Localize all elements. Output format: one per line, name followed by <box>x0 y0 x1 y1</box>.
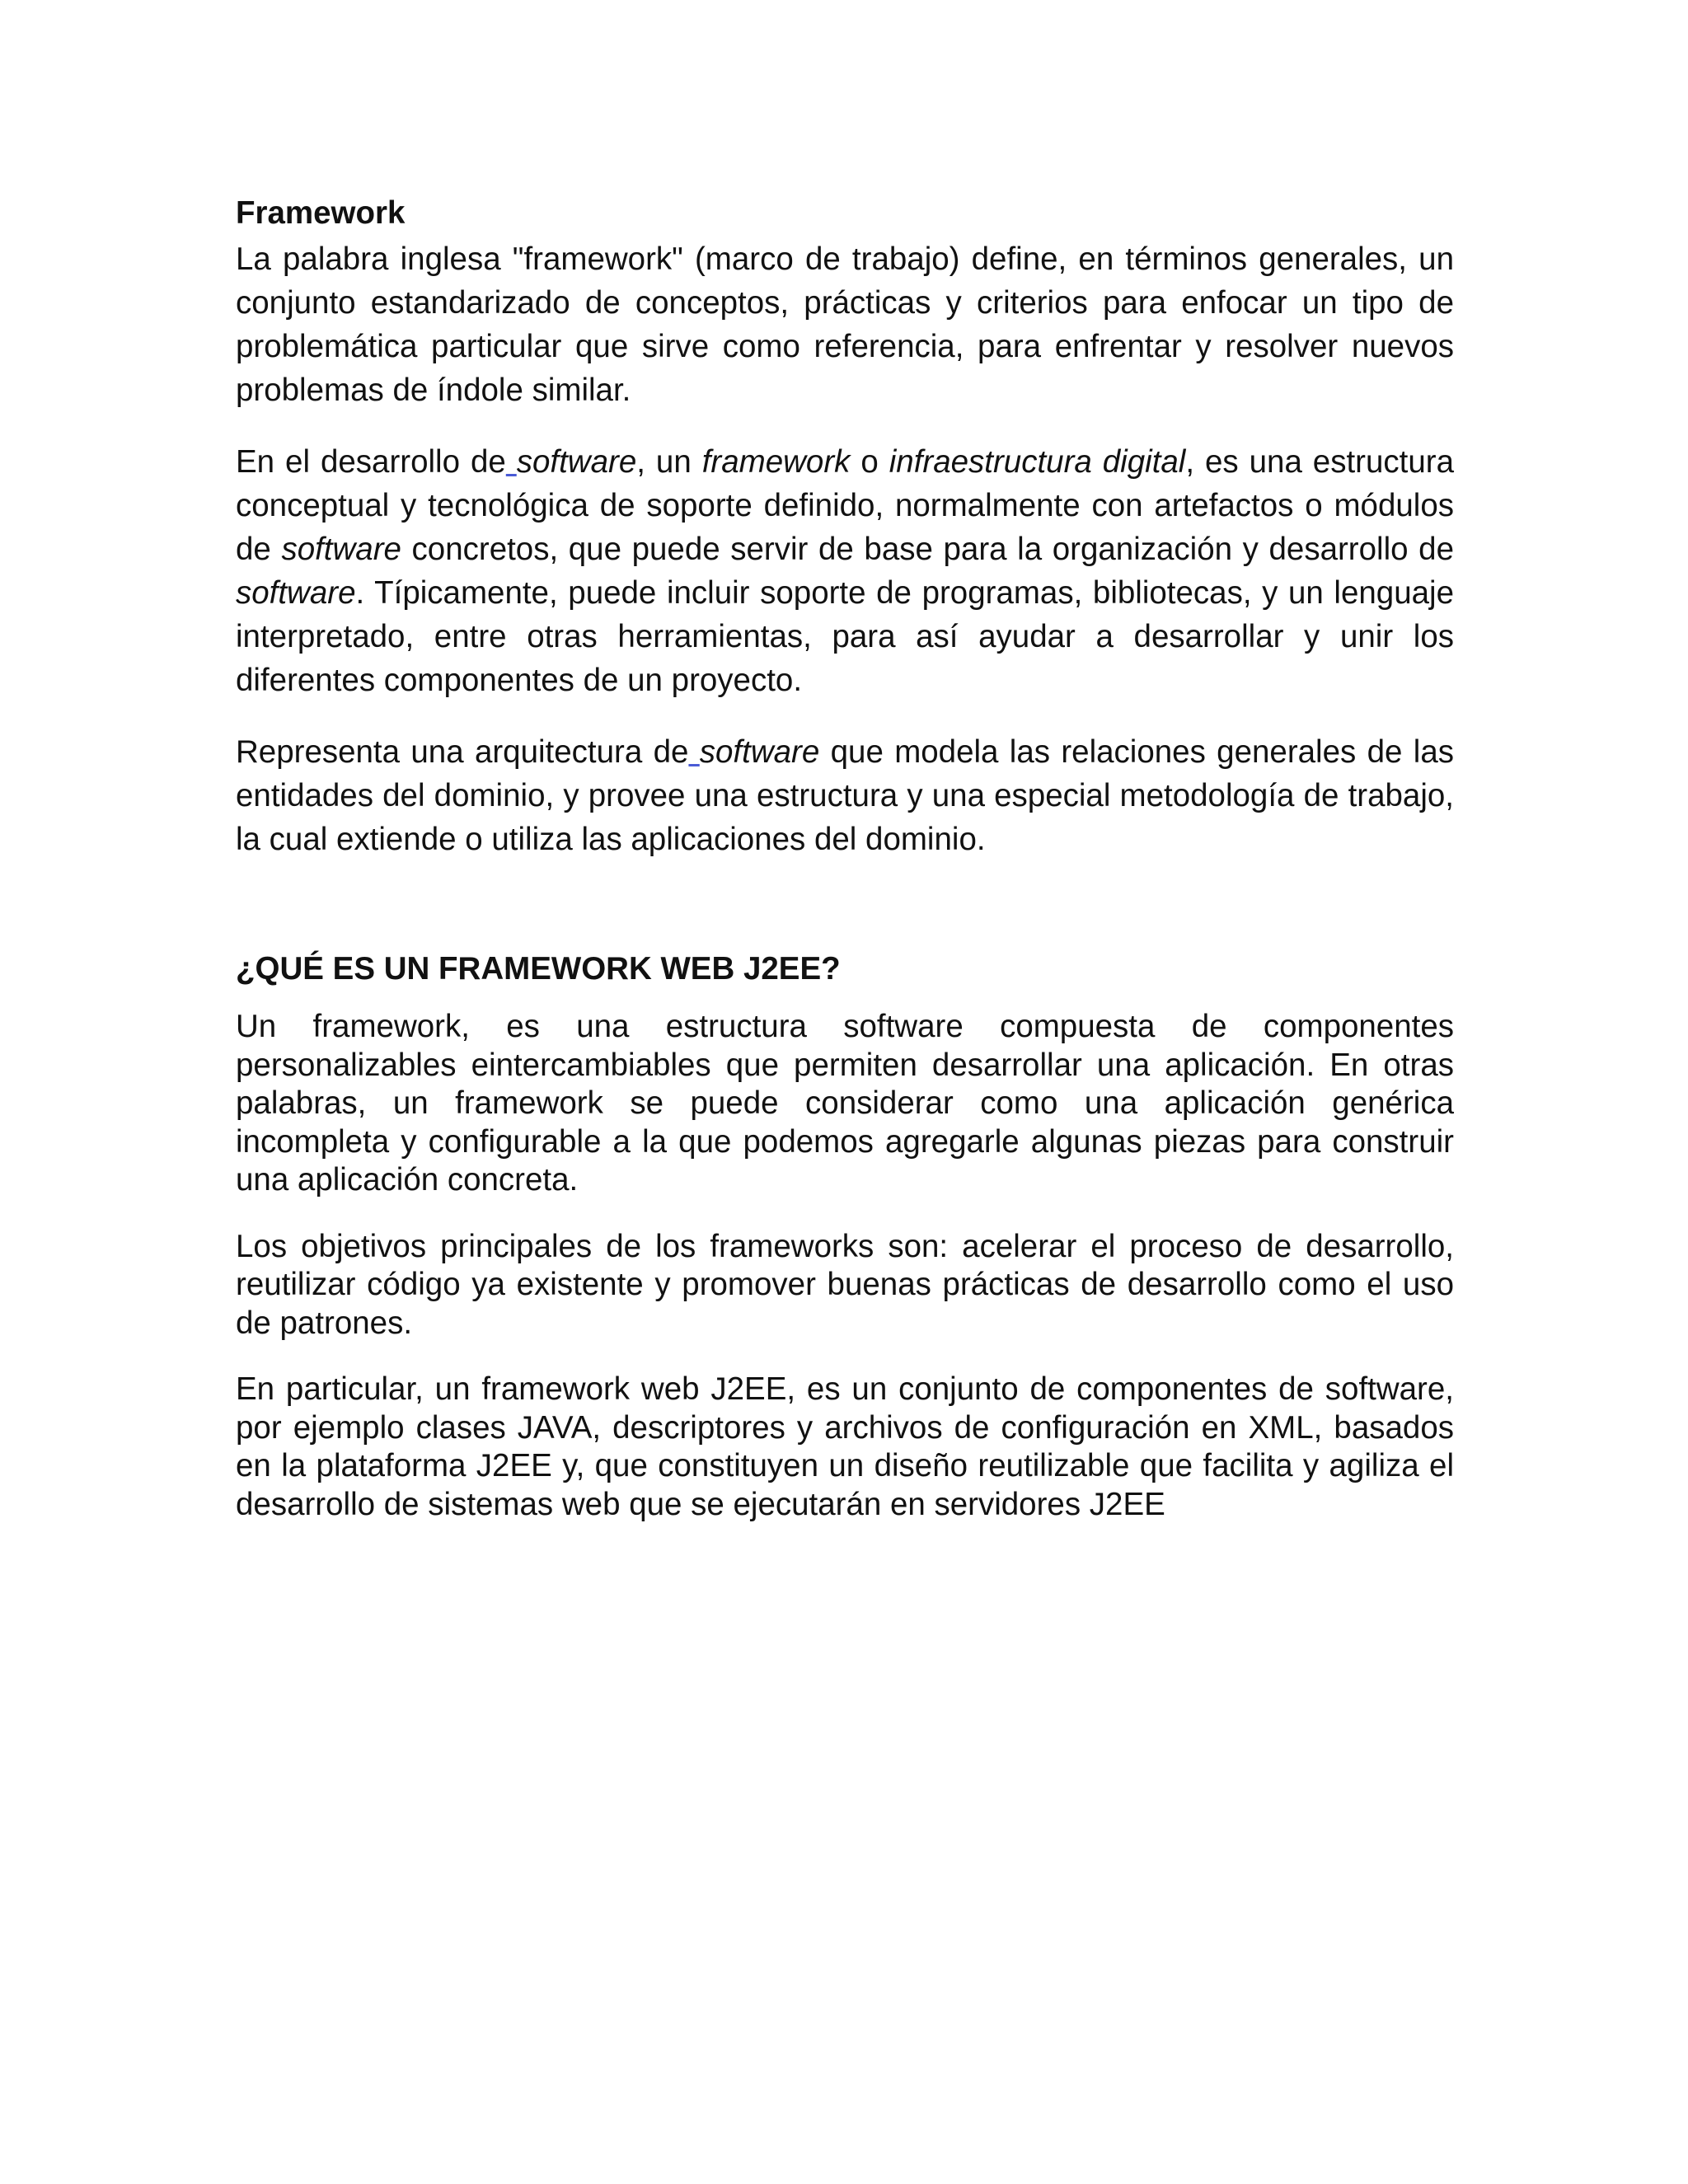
text-run: o <box>850 444 889 480</box>
paragraph-software-development <box>236 440 1454 702</box>
text-run: , es una estructura conceptual y tecnológica de soporte definido, normalmente con artefactos o módulos de <box>236 444 1454 567</box>
text-run-italic: framework <box>701 444 851 480</box>
section-title-j2ee: ¿QUÉ ES UN FRAMEWORK WEB J2EE? <box>236 951 841 987</box>
section-title-framework: Framework <box>236 195 406 231</box>
link-gap[interactable] <box>506 444 517 480</box>
text-run: , un <box>636 444 702 480</box>
text-run-italic: software <box>281 532 401 567</box>
paragraph-definition: La palabra inglesa "framework" (marco de trabajo) define, en términos generales, un conjunto estandarizado de conceptos, prácticas y criterios para enfocar un tipo de problemática particular que sirve como referencia, para enfrentar y resolver nuevos problemas de índole similar. <box>236 241 1454 408</box>
link-gap[interactable] <box>688 734 699 770</box>
paragraph-j2ee-framework: En particular, un framework web J2EE, es un conjunto de componentes de software, por ejemplo clases JAVA, descriptores y archivos de configuración en XML, basados en la plataforma J2EE y, que constituyen un diseño reutilizable que facilita y agiliza el desarrollo de sistemas web que se ejecutarán en servidores J2EE <box>236 1371 1454 1522</box>
text-run: En el desarrollo de <box>236 444 506 480</box>
text-run-italic: software <box>516 444 637 480</box>
text-run: . Típicamente, puede incluir soporte de programas, bibliotecas, y un lenguaje interpretado, entre otras herramientas, para así ayudar a desarrollar y unir los diferentes componentes de un proyecto. <box>236 575 1454 698</box>
text-run: Representa una arquitectura de <box>236 734 689 770</box>
text-run-italic: software <box>236 575 356 611</box>
text-run-italic: infraestructura digital <box>889 444 1186 480</box>
paragraph-framework-structure: Un framework, es una estructura software compuesta de componentes personalizables eintercambiables que permiten desarrollar una aplicación. En otras palabras, un framework se puede considerar como una aplicación genérica incompleta y configurable a la que podemos agregarle algunas piezas para construir una aplicación concreta. <box>236 1009 1454 1197</box>
document-body <box>236 190 1454 1552</box>
text-run: concretos, que puede servir de base para la organización y desarrollo de <box>401 532 1454 567</box>
text-run-italic: software <box>699 734 820 770</box>
text-run: que modela las relaciones generales de las entidades del dominio, y provee una estructura y una especial metodología de trabajo, la cual extiende o utiliza las aplicaciones del dominio. <box>236 734 1454 857</box>
paragraph-architecture <box>236 730 1454 861</box>
paragraph-objectives: Los objetivos principales de los frameworks son: acelerar el proceso de desarrollo, reutilizar código ya existente y promover buenas prácticas de desarrollo como el uso de patrones. <box>236 1228 1454 1341</box>
